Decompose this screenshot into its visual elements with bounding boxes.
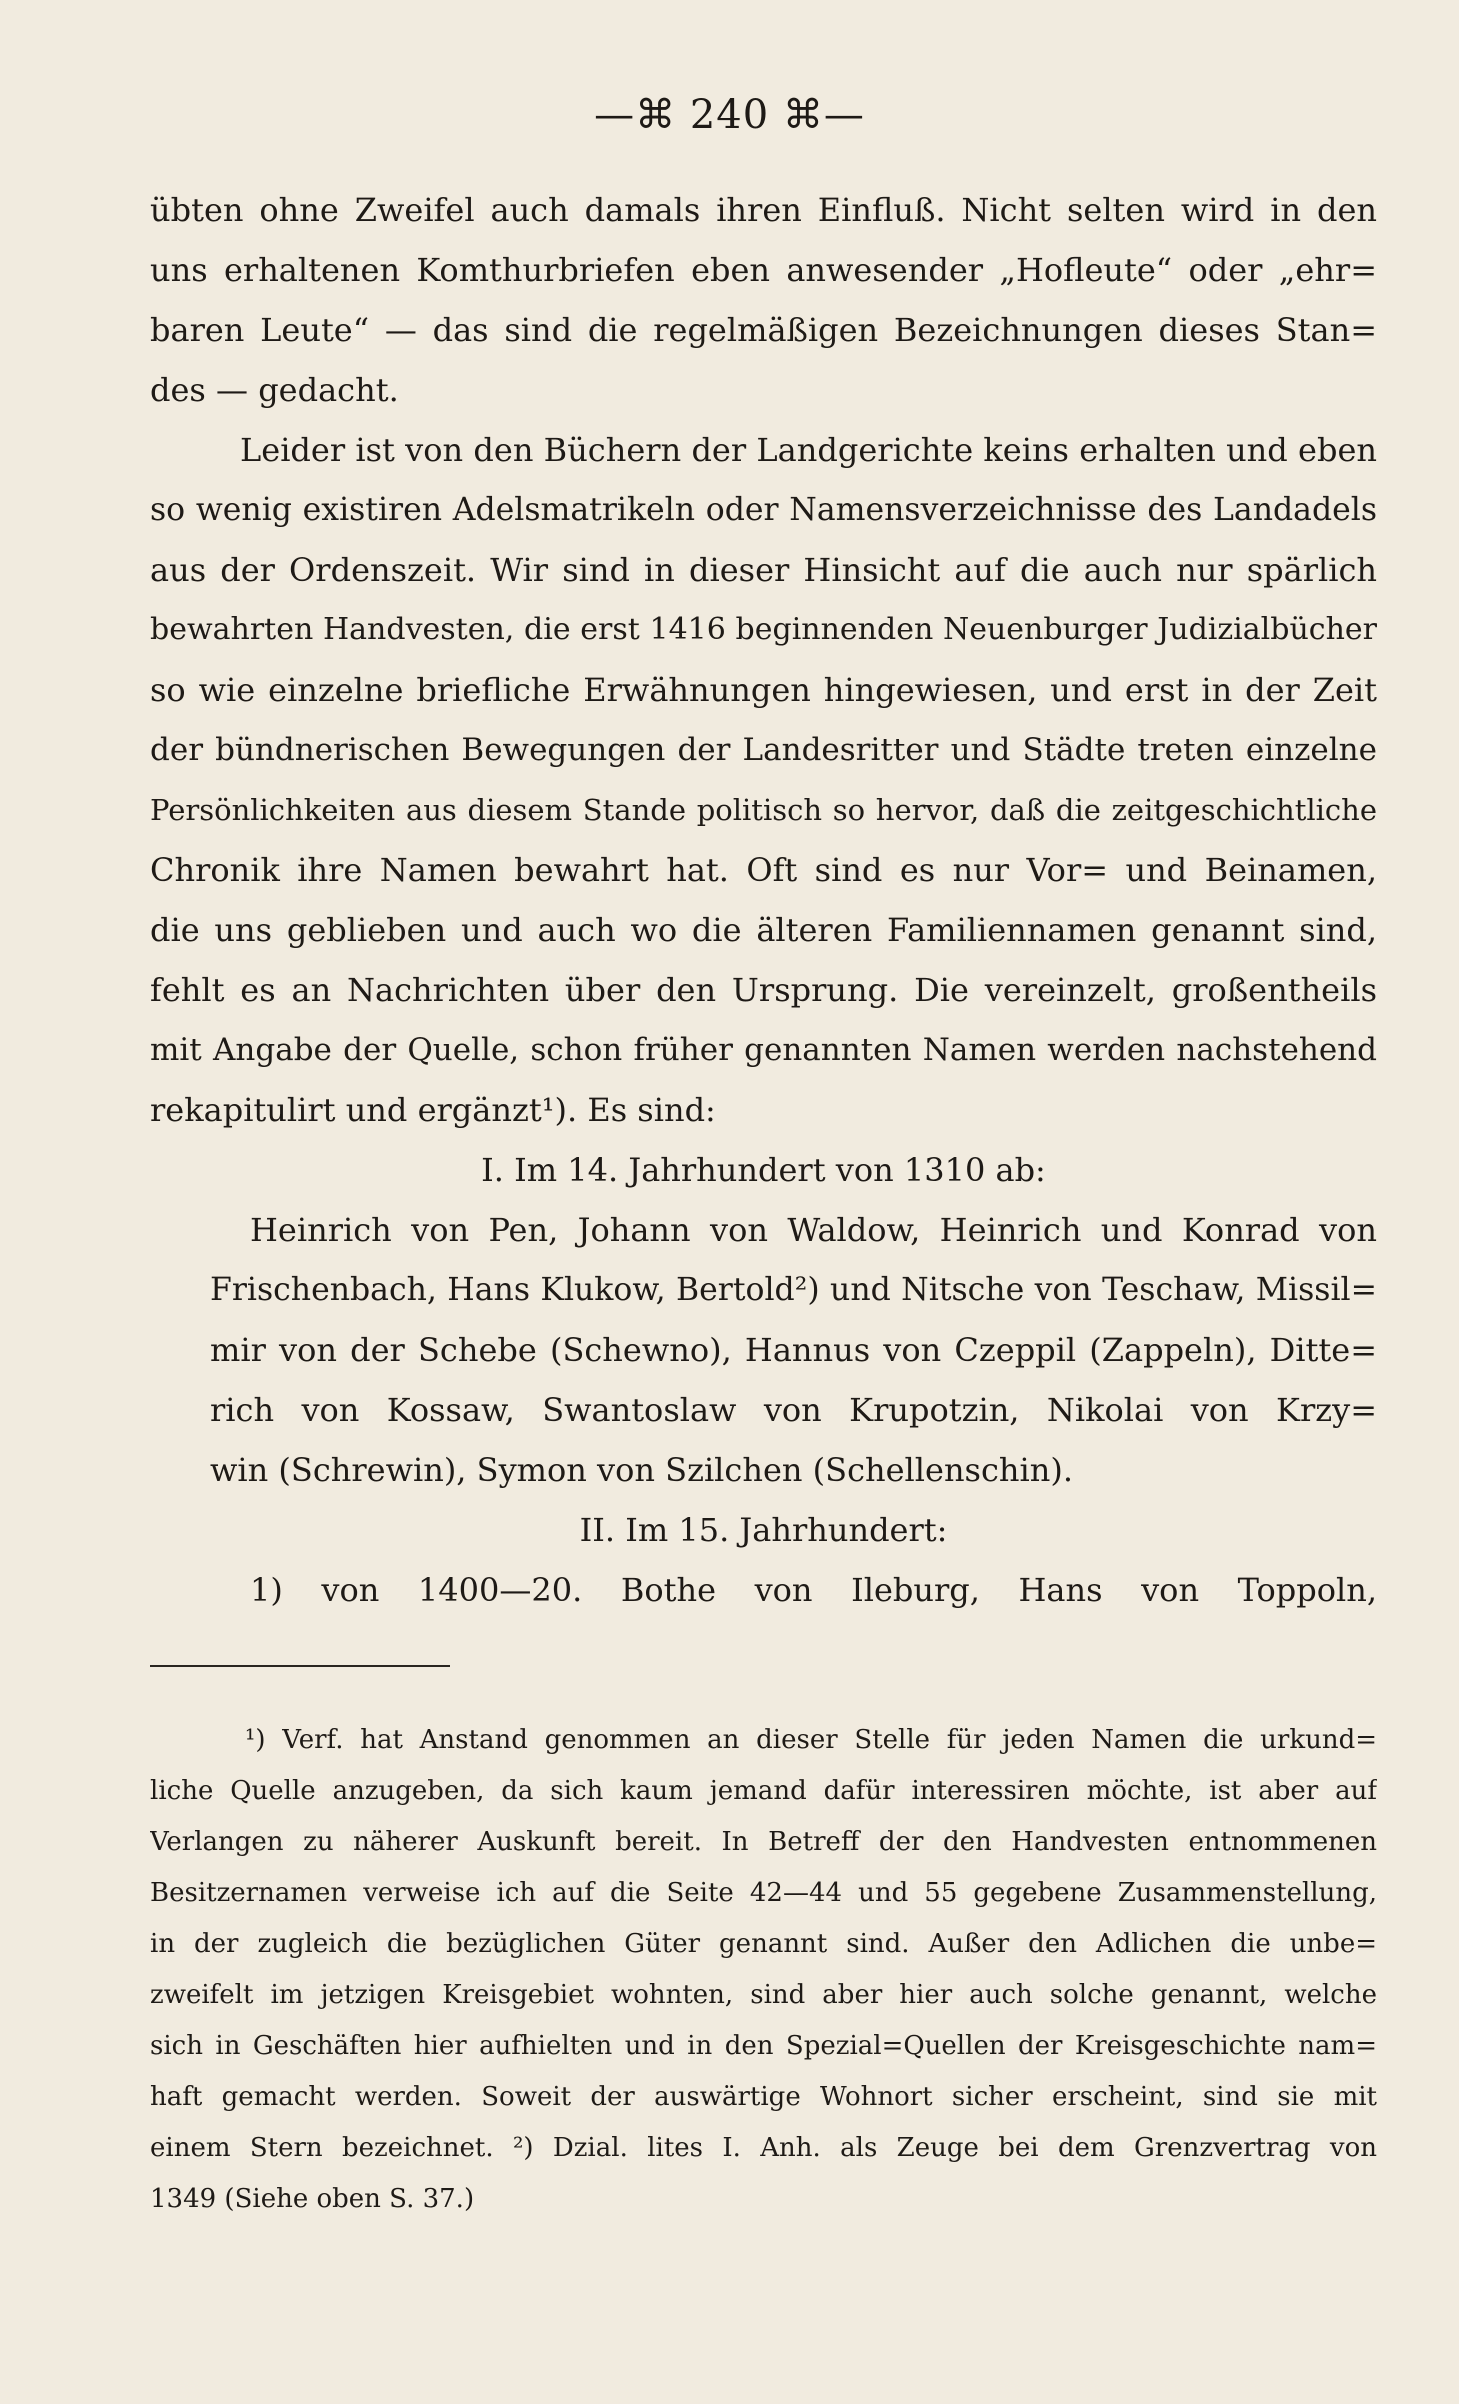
page-number: —⌘ 240 ⌘— bbox=[594, 92, 865, 138]
footnote-line: 1349 (Siehe oben S. 37.) bbox=[150, 2184, 475, 2214]
text-line: fehlt es an Nachrichten über den Ursprung. Die vereinzelt, großentheils bbox=[150, 971, 1377, 1009]
section-heading: II. Im 15. Jahrhundert: bbox=[579, 1511, 948, 1549]
text-line: Heinrich von Pen, Johann von Waldow, Heinrich und Konrad von bbox=[250, 1211, 1377, 1249]
footnote-line: Besitzernamen verweise ich auf die Seite 42—44 und 55 gegebene Zusammenstellung, bbox=[150, 1878, 1377, 1908]
footnote-line: in der zugleich die bezüglichen Güter genannt sind. Außer den Adlichen die unbe= bbox=[150, 1929, 1377, 1959]
text-line: aus der Ordenszeit. Wir sind in dieser Hinsicht auf die auch nur spärlich bbox=[150, 551, 1377, 589]
text-line: des — gedacht. bbox=[150, 371, 399, 409]
text-line: Chronik ihre Namen bewahrt hat. Oft sind es nur Vor= und Beinamen, bbox=[150, 851, 1377, 889]
text-line: rekapitulirt und ergänzt¹). Es sind: bbox=[150, 1091, 716, 1129]
footnote-line: ¹) Verf. hat Anstand genommen an dieser Stelle für jeden Namen die urkund= bbox=[245, 1725, 1377, 1755]
text-line: win (Schrewin), Symon von Szilchen (Schellenschin). bbox=[210, 1451, 1073, 1489]
section-heading: I. Im 14. Jahrhundert von 1310 ab: bbox=[481, 1151, 1046, 1189]
footnote-line: haft gemacht werden. Soweit der auswärtige Wohnort sicher erscheint, sind sie mit bbox=[150, 2082, 1377, 2112]
text-line: so wie einzelne briefliche Erwähnungen hingewiesen, und erst in der Zeit bbox=[150, 671, 1377, 709]
footnote-line: einem Stern bezeichnet. ²) Dzial. lites I. Anh. als Zeuge bei dem Grenzvertrag von bbox=[150, 2133, 1377, 2163]
text-line: rich von Kossaw, Swantoslaw von Krupotzin, Nikolai von Krzy= bbox=[210, 1391, 1377, 1429]
text-line: mir von der Schebe (Schewno), Hannus von Czeppil (Zappeln), Ditte= bbox=[210, 1331, 1377, 1369]
text-line: Leider ist von den Büchern der Landgerichte keins erhalten und eben bbox=[240, 431, 1377, 469]
text-line: mit Angabe der Quelle, schon früher genannten Namen werden nachstehend bbox=[150, 1032, 1377, 1068]
text-line: bewahrten Handvesten, die erst 1416 beginnenden Neuenburger Judizialbücher bbox=[150, 612, 1377, 647]
text-line: so wenig existiren Adelsmatrikeln oder Namensverzeichnisse des Landadels bbox=[150, 492, 1377, 528]
main-text bbox=[150, 180, 1377, 1620]
text-line: uns erhaltenen Komthurbriefen eben anwesender „Hofleute“ oder „ehr= bbox=[150, 251, 1377, 289]
footnote-line: zweifelt im jetzigen Kreisgebiet wohnten, sind aber hier auch solche genannt, welche bbox=[150, 1980, 1377, 2010]
footnote-line: liche Quelle anzugeben, da sich kaum jemand dafür interessiren möchte, ist aber auf bbox=[150, 1776, 1377, 1806]
footnotes bbox=[150, 1715, 1377, 2225]
text-line: 1) von 1400—20. Bothe von Ileburg, Hans von Toppoln, bbox=[250, 1571, 1377, 1609]
footnote-divider bbox=[150, 1665, 450, 1667]
text-line: die uns geblieben und auch wo die älteren Familiennamen genannt sind, bbox=[150, 911, 1377, 949]
text-line: Persönlichkeiten aus diesem Stande politisch so hervor, daß die zeitgeschichtliche bbox=[150, 793, 1377, 827]
text-line: der bündnerischen Bewegungen der Landesritter und Städte treten einzelne bbox=[150, 732, 1377, 768]
text-line: Frischenbach, Hans Klukow, Bertold²) und Nitsche von Teschaw, Missil= bbox=[210, 1272, 1377, 1308]
footnote-line: Verlangen zu näherer Auskunft bereit. In Betreff der den Handvesten entnommenen bbox=[150, 1827, 1377, 1857]
text-line: baren Leute“ — das sind die regelmäßigen Bezeichnungen dieses Stan= bbox=[150, 311, 1377, 349]
footnote-line: sich in Geschäften hier aufhielten und in den Spezial=Quellen der Kreisgeschichte nam= bbox=[150, 2031, 1377, 2061]
text-line: übten ohne Zweifel auch damals ihren Einfluß. Nicht selten wird in den bbox=[150, 191, 1377, 229]
